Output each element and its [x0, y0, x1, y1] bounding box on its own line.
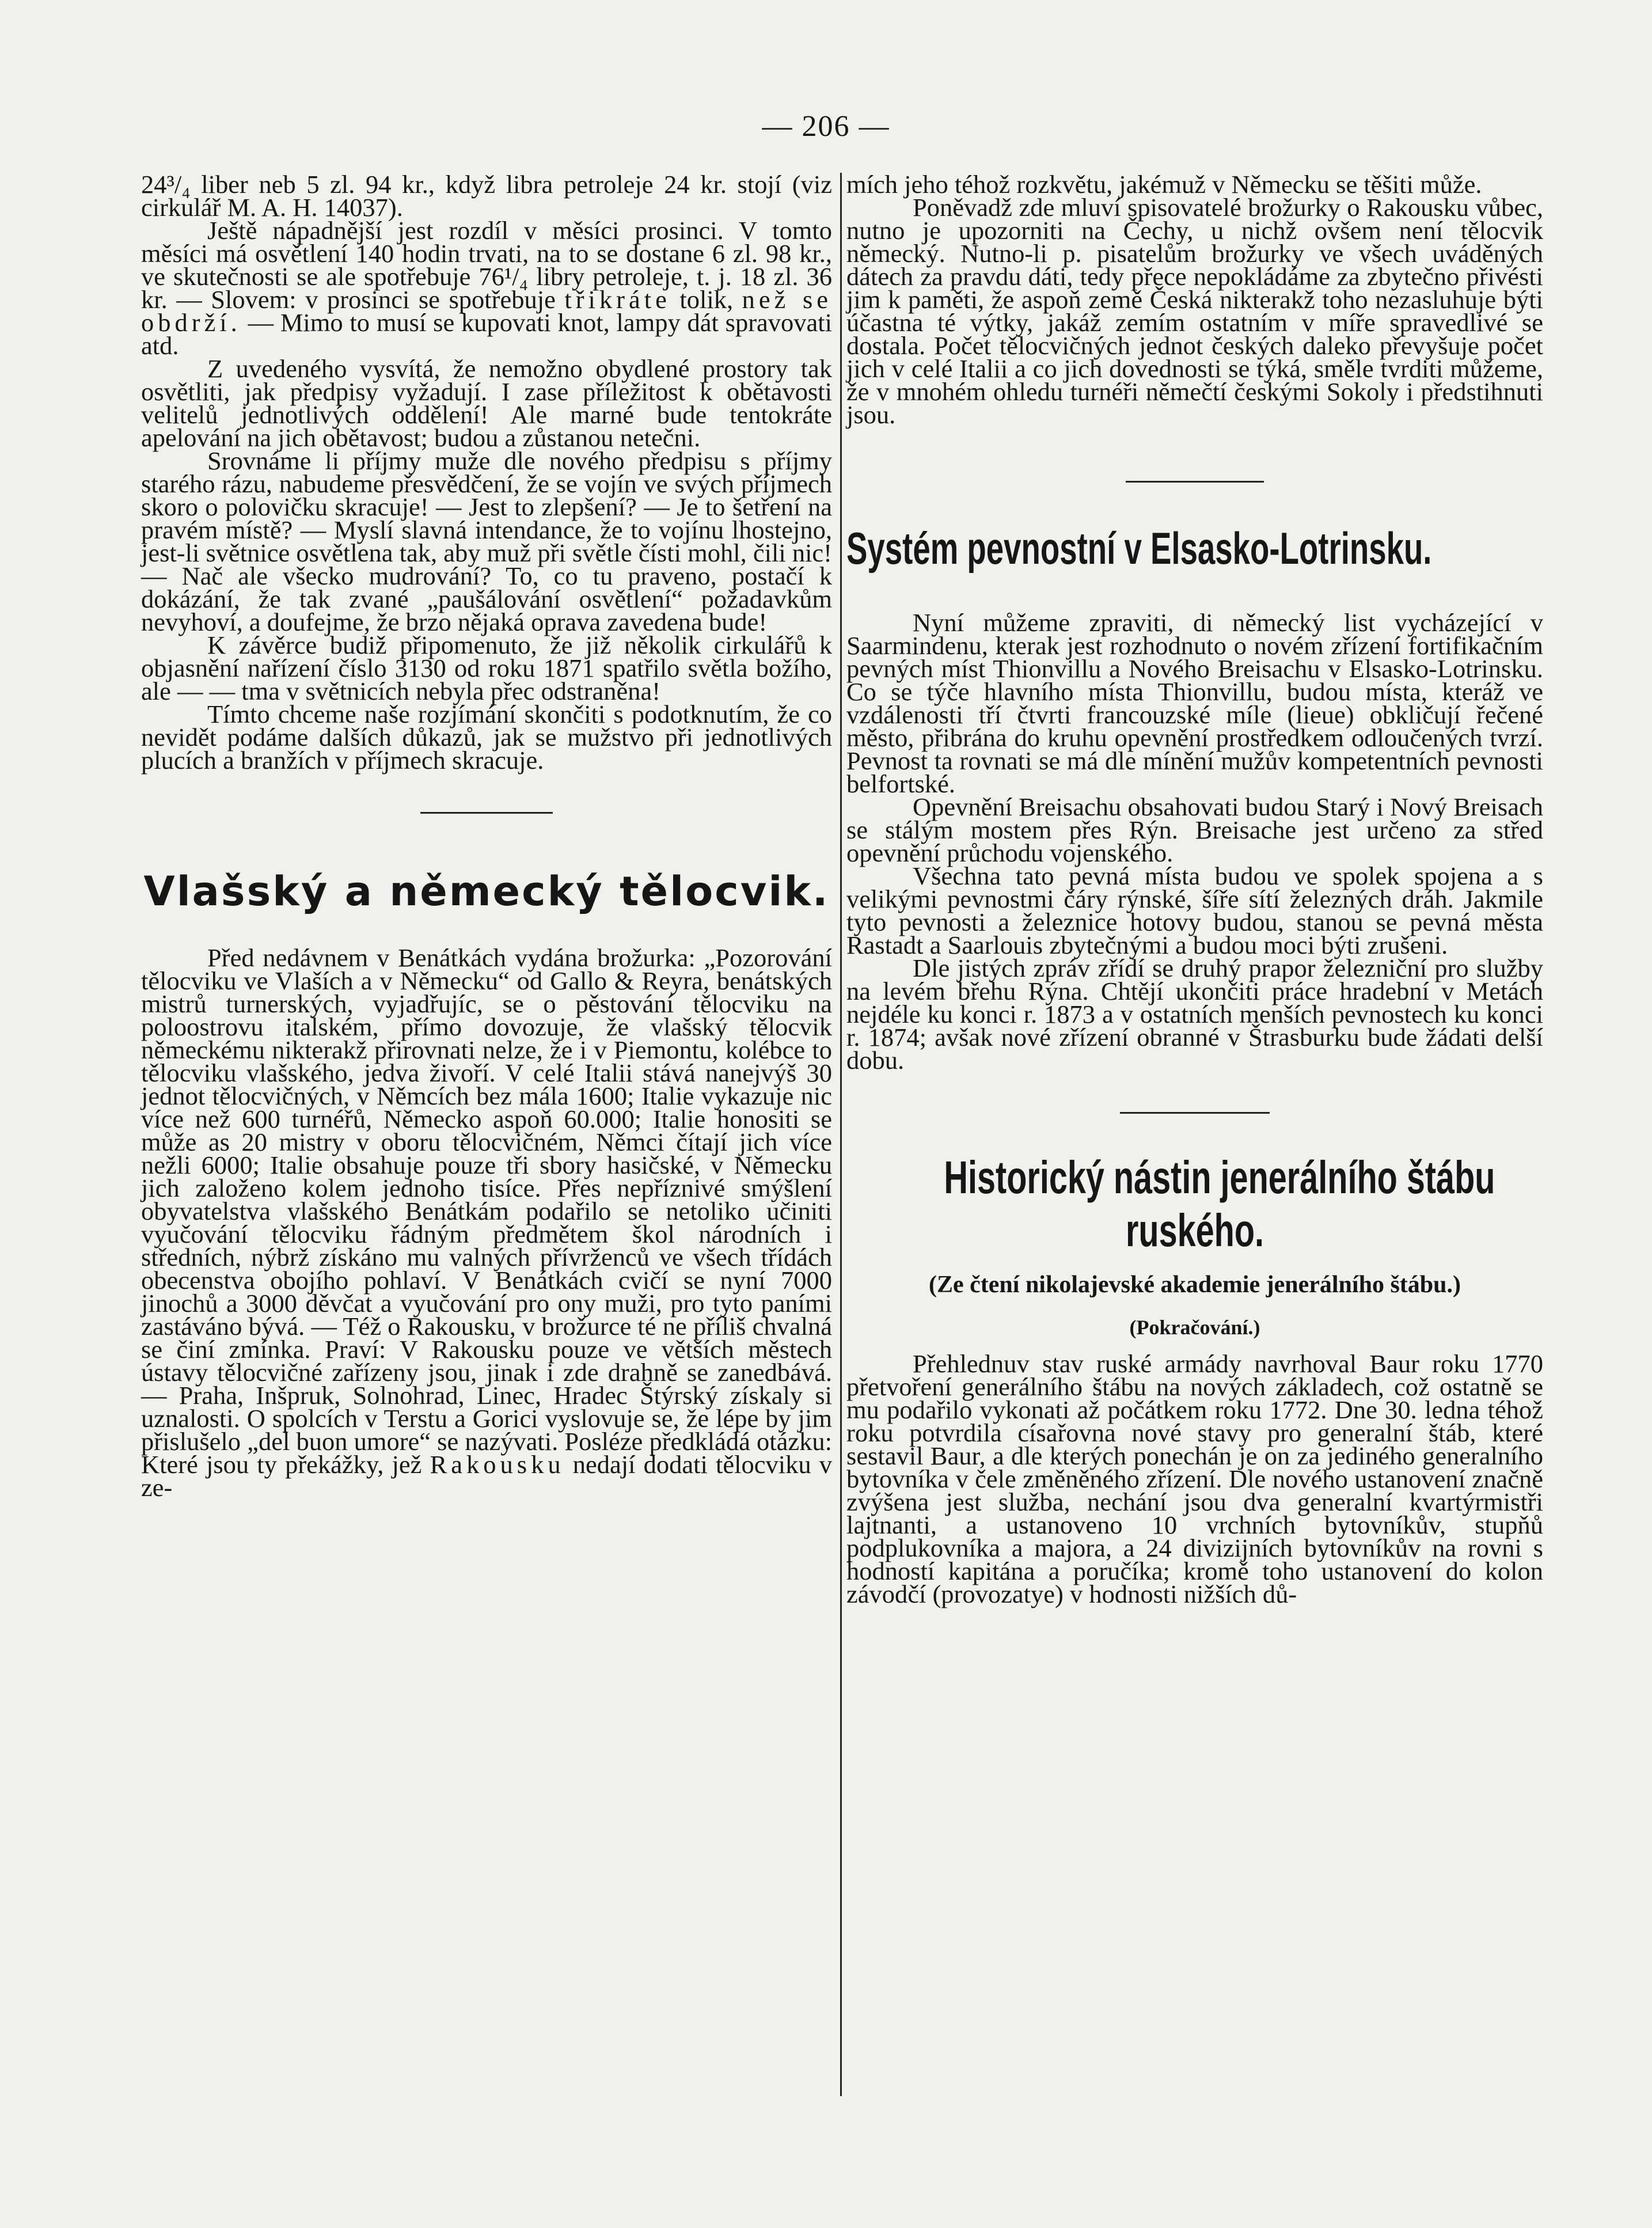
paragraph: K závěrce budiž připomenuto, že již několik cirkulářů k objasnění nařízení číslo 3130 od roku 1871 spatřilo světla božího, ale — — tma v světnicích nebyla přec odstraněna! [141, 631, 832, 705]
text-run: Ještě nápadnější jest rozdíl v měsíci prosinci. V tomto měsíci má osvětlení 140 hodin trvati, na to se dostane 6 zl. 98 kr., ve skutečnosti se ale spotřebuje 76¹/₄ libry petroleje, t. j. 18 zl. 36 kr. — Slovem: v prosinci se spotřebuje [141, 216, 832, 314]
right-column [846, 170, 1543, 1608]
paragraph: Poněvadž zde mluví spisovatelé brožurky o Rakousku vůbec, nutno je upozorniti na Čechy, u nichž ovšem není tělocvik německý. Nutno-li p. pisatelům brožurky ve všech uváděných dátech za pravdu dáti, tedy přece nepokládáme za zbytečno přivésti jim k paměti, že aspoň země Česká nikterakž toho nezasluhuje býti účastna té výtky, jakáž zemím ostatním v míře spravedlivé se dostala. Počet tělocvičných jednot českých daleko převyšuje počet jich v celé Italii a co jich dovednosti se týká, směle tvrditi můžeme, že v mnohém ohledu turnéři němečtí českými Sokoly i předstihnuti jsou. [846, 193, 1543, 429]
paragraph: Tímto chceme naše rozjímání skončiti s podotknutím, že co nevidět podáme dalších důkazů, jak se mužstvo při jednotlivých plucích a branžích v příjmech skracuje. [141, 700, 832, 775]
text-run: tolik, [679, 285, 734, 314]
column-divider [840, 173, 842, 2096]
text-run: nedají dodati tělocviku v ze- [141, 1450, 832, 1502]
continued-note: (Pokračování.) [1129, 1316, 1260, 1339]
section-heading: Historický nástin jenerálního štábu [944, 1152, 1495, 1203]
paragraph: Přehlednuv stav ruské armády navrhoval Baur roku 1770 přetvoření generálního štábu na nových základech, což ostatně se mu podařilo vykonati až počátkem roku 1772. Dne 30. ledna téhož roku potvrdila císařovna nové stavy pro generalní štáb, které sestavil Baur, a dle kterých ponechán je on za jediného generalního bytovníka v čele změněného zřízení. Dle nového ustanovení značně zvýšena jest služba, nechání jsou dva generalní kvartýrmistři lajtnanti, a ustanoveno 10 vrchních bytovníkův, stupňů podplukovníka a majora, a 24 divizijních bytovníkův na rovni s hodností kapitána a poručíka; kromě toho ustanovení do kolon závodčí (provozatye) v hodnosti nižších dů- [846, 1349, 1543, 1608]
spaced-text: Rakousku [430, 1450, 565, 1479]
paragraph [141, 943, 832, 1502]
text-run: — Mimo to musí se kupovati knot, lampy dát spravovati atd. [141, 308, 833, 360]
spaced-text: než se obdrží. [141, 285, 833, 337]
left-column [141, 170, 833, 1502]
paragraph: Z uvedeného vysvítá, že nemožno obydlené prostory tak osvětliti, jak předpisy vyžadují. I zase příležitost k obětavosti velitelů jednotlivých oddělení! Ale marné bude tentokráte apelování na jich obětavost; budou a zůstanou netečni. [141, 354, 832, 452]
section-subtitle: (Ze čtení nikolajevské akademie jenerálního štábu.) [929, 1271, 1461, 1298]
paragraph: 24³/₄ liber neb 5 zl. 94 kr., když libra petroleje 24 kr. stojí (viz cirkulář M. A. H. 14037). [141, 170, 832, 222]
section-heading: Vlašský a německý tělocvik. [143, 868, 830, 915]
paragraph: Všechna tato pevná místa budou ve spolek spojena a s velikými pevnostmi čáry rýnské, šíře sítí železných dráh. Jakmile tyto pevnosti a železnice hotovy budou, stanou se pevná města Rastadt a Saarlouis zbytečnými a budou moci býti zrušeni. [846, 861, 1543, 959]
paragraph: Opevnění Breisachu obsahovati budou Starý i Nový Breisach se stálým mostem přes Rýn. Breisache jest určeno za střed opevnění průchodu vojenského. [846, 792, 1543, 867]
section-heading: ruského. [1125, 1205, 1264, 1256]
paragraph: Dle jistých zpráv zřídí se druhý prapor železniční pro služby na levém břehu Rýna. Chtějí ukončiti práce hradební v Metách nejdéle ku konci r. 1873 a v ostatních menších pevnostech ku konci r. 1874; avšak nové zřízení obranné v Štrasburku bude žádati delší dobu. [846, 954, 1543, 1075]
paragraph: Srovnáme li příjmy muže dle nového předpisu s příjmy starého rázu, nabudeme přesvědčení, že se vojín ve svých příjmech skoro o polovičku skracuje! — Jest to zlepšení? — Je to šetření na pravém místě? — Myslí slavná intendance, že to vojínu lhostejno, jest-li světnice osvětlena tak, aby muž při světle čísti mohl, čili nic! — Nač ale všecko mudrování? To, co tu praveno, postačí k dokázání, že tak zvané „paušálování osvětlení“ požadavkům nevyhoví, a doufejme, že brzo nějaká oprava zavedena bude! [141, 446, 832, 636]
heading-wrapper [846, 523, 1543, 574]
page-number: — 206 — [762, 110, 890, 143]
paragraph: Nyní můžeme zpraviti, di německý list vycházející v Saarmindenu, kterak jest rozhodnuto o novém zřízení fortifikačním pevných míst Thionvillu a Nového Breisachu v Elsasko-Lotrinsku. Co se týče hlavního místa Thionvillu, budou místa, kteráž ve vzdálenosti tří čtvrti francouzské míle (lieue) obkličují řečené město, přibrána do kruhu opevnění prostředkem odloučených tvrzí. Pevnost ta rovnati se má dle mínění mužův kompetentních pevnosti belfortské. [846, 608, 1543, 798]
paragraph [141, 216, 833, 360]
spaced-text: třikráte [564, 285, 671, 314]
text-run: Před nedávnem v Benátkách vydána brožurka: „Pozorování tělocviku ve Vlaších a v Německu“ od Gallo & Reyra, benátských mistrů turnerských, vyjadřujíc, se o pěstování tělocviku na poloostrovu italském, přímo dovozuje, že vlašský tělocvik německému nikterakž přirovnati nelze, že i v Piemontu, kolébce to tělocviku vlašského, jedva živoří. V celé Italii stává nanejvýš 30 jednot tělocvičných, v Němcích bez mála 1600; Italie vykazuje nic více než 600 turnéřů, Německo aspoň 60.000; Italie honositi se může as 20 mistry v oboru tělocvičném, Němci čítají jich více nežli 6000; Italie obsahuje pouze tři sbory hasičské, v Německu jich založeno kolem jednoho tisíce. Přes nepříznivé smýšlení obyvatelstva vlašského Benátkám podařilo se netoliko učiniti vyučování tělocviku řádným předmětem škol národních i středních, nýbrž získáno mu valných přívrženců ve všech třídách obecenstva obojího pohlaví. V Benátkách cvičí se nyní 7000 jinochů a 3000 děvčat a vyučování pro ony muži, pro tyto paními zastáváno bývá. — Též o Rakousku, v brožurce té ne příliš chvalná se činí zmínka. Praví: V Rakousku pouze ve větších městech ústavy tělocvičné zařízeny jsou, jinak i zde drahně se zanedbává. — Praha, Inšpruk, Solnohrad, Linec, Hradec Štýrský získaly si uznalosti. O spolcích v Terstu a Gorici vyslovuje se, že lépe by jim přislušelo „del buon umore“ se nazývati. Posléze předkládá otázku: Které jsou ty překážky, jež [141, 943, 832, 1479]
paragraph: mích jeho téhož rozkvětu, jakémuž v Německu se těšiti může. [846, 170, 1482, 199]
section-heading: Systém pevnostní v Elsasko-Lotrinsku. [846, 523, 1432, 574]
